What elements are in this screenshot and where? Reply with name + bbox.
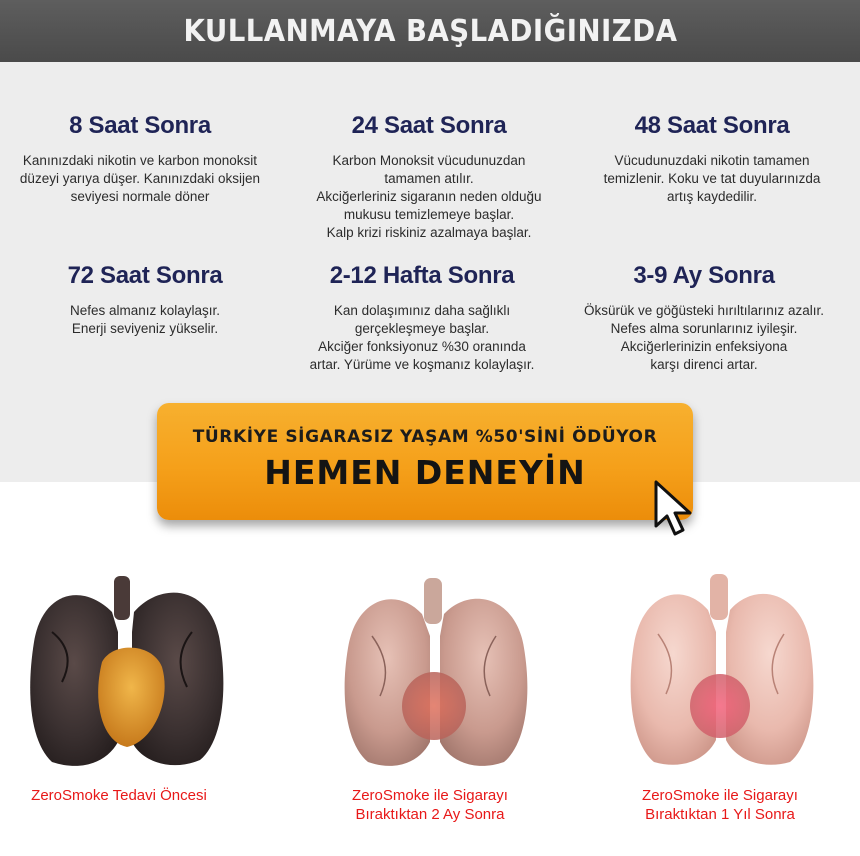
lungs-caption-2-months: ZeroSmoke ile Sigarayı Bıraktıktan 2 Ay Sonra bbox=[352, 787, 508, 823]
benefit-24-hours bbox=[284, 112, 574, 242]
benefit-text: Öksürük ve göğüsteki hırıltılarınız azalır. Nefes alma sorunlarınız iyileşir. Akciğerlerinizin enfeksiyona karşı direnci artar. bbox=[583, 303, 825, 372]
benefit-3-9-months bbox=[559, 262, 849, 374]
benefit-text: Vücudunuzdaki nikotin tamamen temizlenir. Koku ve tat duyularınızda artış kaydedilir. bbox=[603, 153, 821, 204]
benefit-2-12-weeks bbox=[277, 262, 567, 374]
pointer-cursor-icon bbox=[652, 480, 700, 542]
benefit-text: Kanınızdaki nikotin ve karbon monoksit düzeyi yarıya düşer. Kanınızdaki oksijen seviyesi normale döner bbox=[19, 153, 261, 204]
lungs-caption-before: ZeroSmoke Tedavi Öncesi bbox=[31, 787, 207, 804]
benefit-8-hours bbox=[0, 112, 285, 206]
benefit-title: 72 Saat Sonra bbox=[67, 262, 223, 289]
benefit-72-hours bbox=[0, 262, 290, 338]
damaged-lungs-image bbox=[22, 572, 230, 768]
header-bar bbox=[0, 0, 860, 62]
benefit-text: Kan dolaşımınız daha sağlıklı gerçekleşmeye başlar. Akciğer fonksiyonuz %30 oranında artar. Yürüme ve koşmanız kolaylaşır. bbox=[309, 303, 535, 372]
lungs-caption-1-year: ZeroSmoke ile Sigarayı Bıraktıktan 1 Yıl Sonra bbox=[642, 787, 798, 823]
recovering-lungs-image bbox=[336, 576, 534, 768]
benefit-48-hours bbox=[567, 112, 857, 206]
cta-subtitle: TÜRKİYE SİGARASIZ YAŞAM %50'SİNİ ÖDÜYOR bbox=[192, 427, 658, 447]
benefit-text: Karbon Monoksit vücudunuzdan tamamen atılır. Akciğerleriniz sigaranın neden olduğu mukusu temizlemeye başlar. Kalp krizi riskiniz azalmaya başlar. bbox=[316, 153, 542, 240]
cta-label: HEMEN DENEYİN bbox=[264, 453, 586, 492]
benefit-title: 24 Saat Sonra bbox=[351, 112, 507, 139]
benefit-title: 3-9 Ay Sonra bbox=[633, 262, 775, 289]
benefit-title: 2-12 Hafta Sonra bbox=[329, 262, 515, 289]
benefit-title: 8 Saat Sonra bbox=[69, 112, 211, 139]
benefit-text: Nefes almanız kolaylaşır. Enerji seviyeniz yükselir. bbox=[69, 303, 221, 336]
try-now-button[interactable] bbox=[157, 403, 693, 520]
healthy-lungs-image bbox=[624, 572, 820, 768]
page-title: KULLANMAYA BAŞLADIĞINIZDA bbox=[183, 13, 677, 49]
benefit-title: 48 Saat Sonra bbox=[634, 112, 790, 139]
